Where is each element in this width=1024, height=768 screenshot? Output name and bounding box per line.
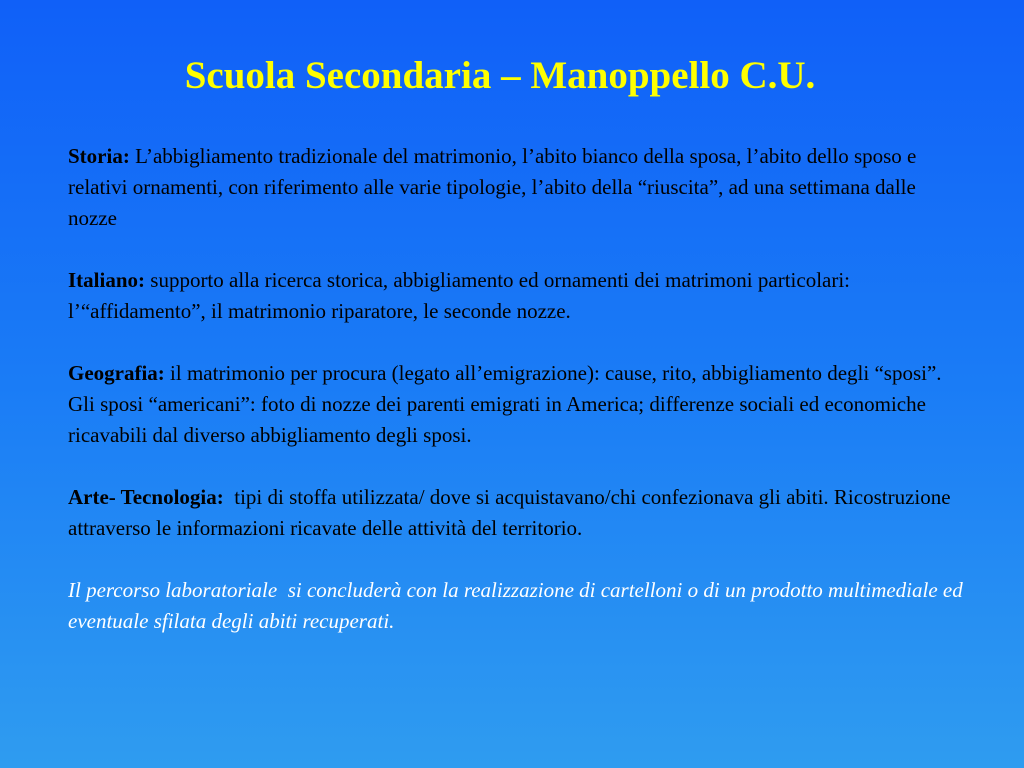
section-text: il matrimonio per procura (legato all’emigrazione): cause, rito, abbigliamento degli “sposi”. Gli sposi “americani”: foto di nozze dei parenti emigrati in America; differenze sociali ed economiche ricavabili dal diverso abbigliamento degli sposi.: [68, 361, 942, 447]
slide-body: [68, 141, 968, 637]
closing-note: Il percorso laboratoriale si concluderà con la realizzazione di cartelloni o di un prodotto multimediale ed eventuale sfilata degli abiti recuperati.: [68, 578, 968, 633]
section-italiano: [68, 265, 968, 327]
section-label: Geografia:: [68, 361, 165, 385]
section-storia: [68, 141, 968, 234]
section-label: Storia:: [68, 144, 130, 168]
section-text: tipi di stoffa utilizzata/ dove si acquistavano/chi confezionava gli abiti. Ricostruzione attraverso le informazioni ricavate delle attività del territorio.: [68, 485, 956, 540]
section-label: Arte- Tecnologia:: [68, 485, 224, 509]
section-text: supporto alla ricerca storica, abbigliamento ed ornamenti dei matrimoni particolari: l’“affidamento”, il matrimonio riparatore, le seconde nozze.: [68, 268, 851, 323]
section-geografia: [68, 358, 968, 451]
section-text: L’abbigliamento tradizionale del matrimonio, l’abito bianco della sposa, l’abito dello sposo e relativi ornamenti, con riferimento alle varie tipologie, l’abito della “riuscita”, ad una settimana dalle nozze: [68, 144, 917, 230]
section-arte-tecnologia: [68, 482, 968, 544]
slide-title: Scuola Secondaria – Manoppello C.U.: [184, 54, 816, 97]
section-label: Italiano:: [68, 268, 146, 292]
